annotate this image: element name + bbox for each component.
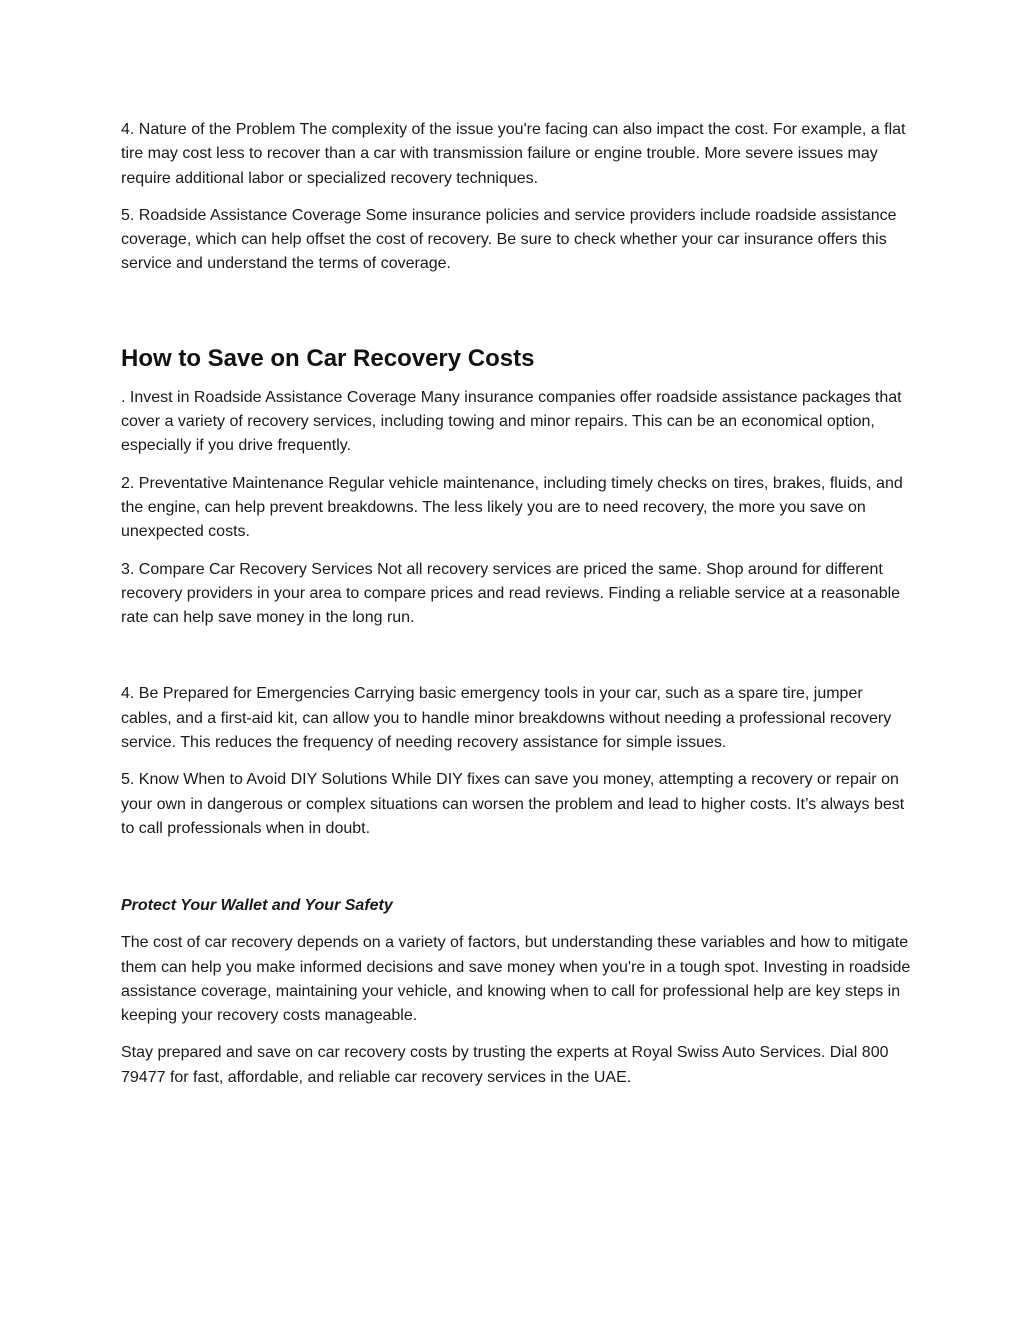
tip-compare-services: 3. Compare Car Recovery Services Not all recovery services are priced the same. Shop around for different recovery providers in your area to compare prices and read reviews. Finding a reliable service at a reasonable rate can help save money in the long run. [121, 560, 901, 627]
section-spacer [121, 290, 911, 344]
factor-nature-of-problem: 4. Nature of the Problem The complexity of the issue you're facing can also impact the cost. For example, a flat tire may cost less to recover than a car with transmission failure or engine trouble. More severe issues may require additional labor or specialized recovery techniques. [121, 121, 906, 187]
tip-invest-coverage: . Invest in Roadside Assistance Coverage Many insurance companies offer roadside assistance packages that cover a variety of recovery services, including towing and minor repairs. This can be an economical option, especially if you drive frequently. [121, 388, 902, 455]
conclusion-call-to-action: Stay prepared and save on car recovery costs by trusting the experts at Royal Swiss Auto Services. Dial 800 79477 for fast, affordable, and reliable car recovery services in the UAE. [121, 1044, 889, 1086]
conclusion-summary: The cost of car recovery depends on a variety of factors, but understanding these variables and how to mitigate them can help you make informed decisions and save money when you're in a tough spot. Investing in roadside assistance coverage, maintaining your vehicle, and knowing when to call for professional help are key steps in keeping your recovery costs manageable. [121, 934, 911, 1025]
tip-avoid-diy: 5. Know When to Avoid DIY Solutions While DIY fixes can save you money, attempting a recovery or repair on your own in dangerous or complex situations can worsen the problem and lead to higher costs. It’s always best to call professionals when in doubt. [121, 771, 905, 837]
section-spacer [121, 854, 911, 894]
tip-preventative-maintenance: 2. Preventative Maintenance Regular vehicle maintenance, including timely checks on tires, brakes, fluids, and the engine, can help prevent breakdowns. The less likely you are to need recovery, the more you save on unexpected costs. [121, 474, 903, 541]
paragraph-spacer [121, 643, 911, 682]
conclusion-heading: Protect Your Wallet and Your Safety [121, 897, 393, 915]
section-heading-save: How to Save on Car Recovery Costs [121, 344, 535, 372]
factor-roadside-assistance: 5. Roadside Assistance Coverage Some insurance policies and service providers include roadside assistance coverage, which can help offset the cost of recovery. Be sure to check whether your car insurance offers this service and understand the terms of coverage. [121, 206, 897, 273]
document-page [121, 118, 911, 1103]
tip-be-prepared: 4. Be Prepared for Emergencies Carrying basic emergency tools in your car, such as a spare tire, jumper cables, and a first-aid kit, can allow you to handle minor breakdowns without needing a professional recovery service. This reduces the frequency of needing recovery assistance for simple issues. [121, 685, 892, 752]
